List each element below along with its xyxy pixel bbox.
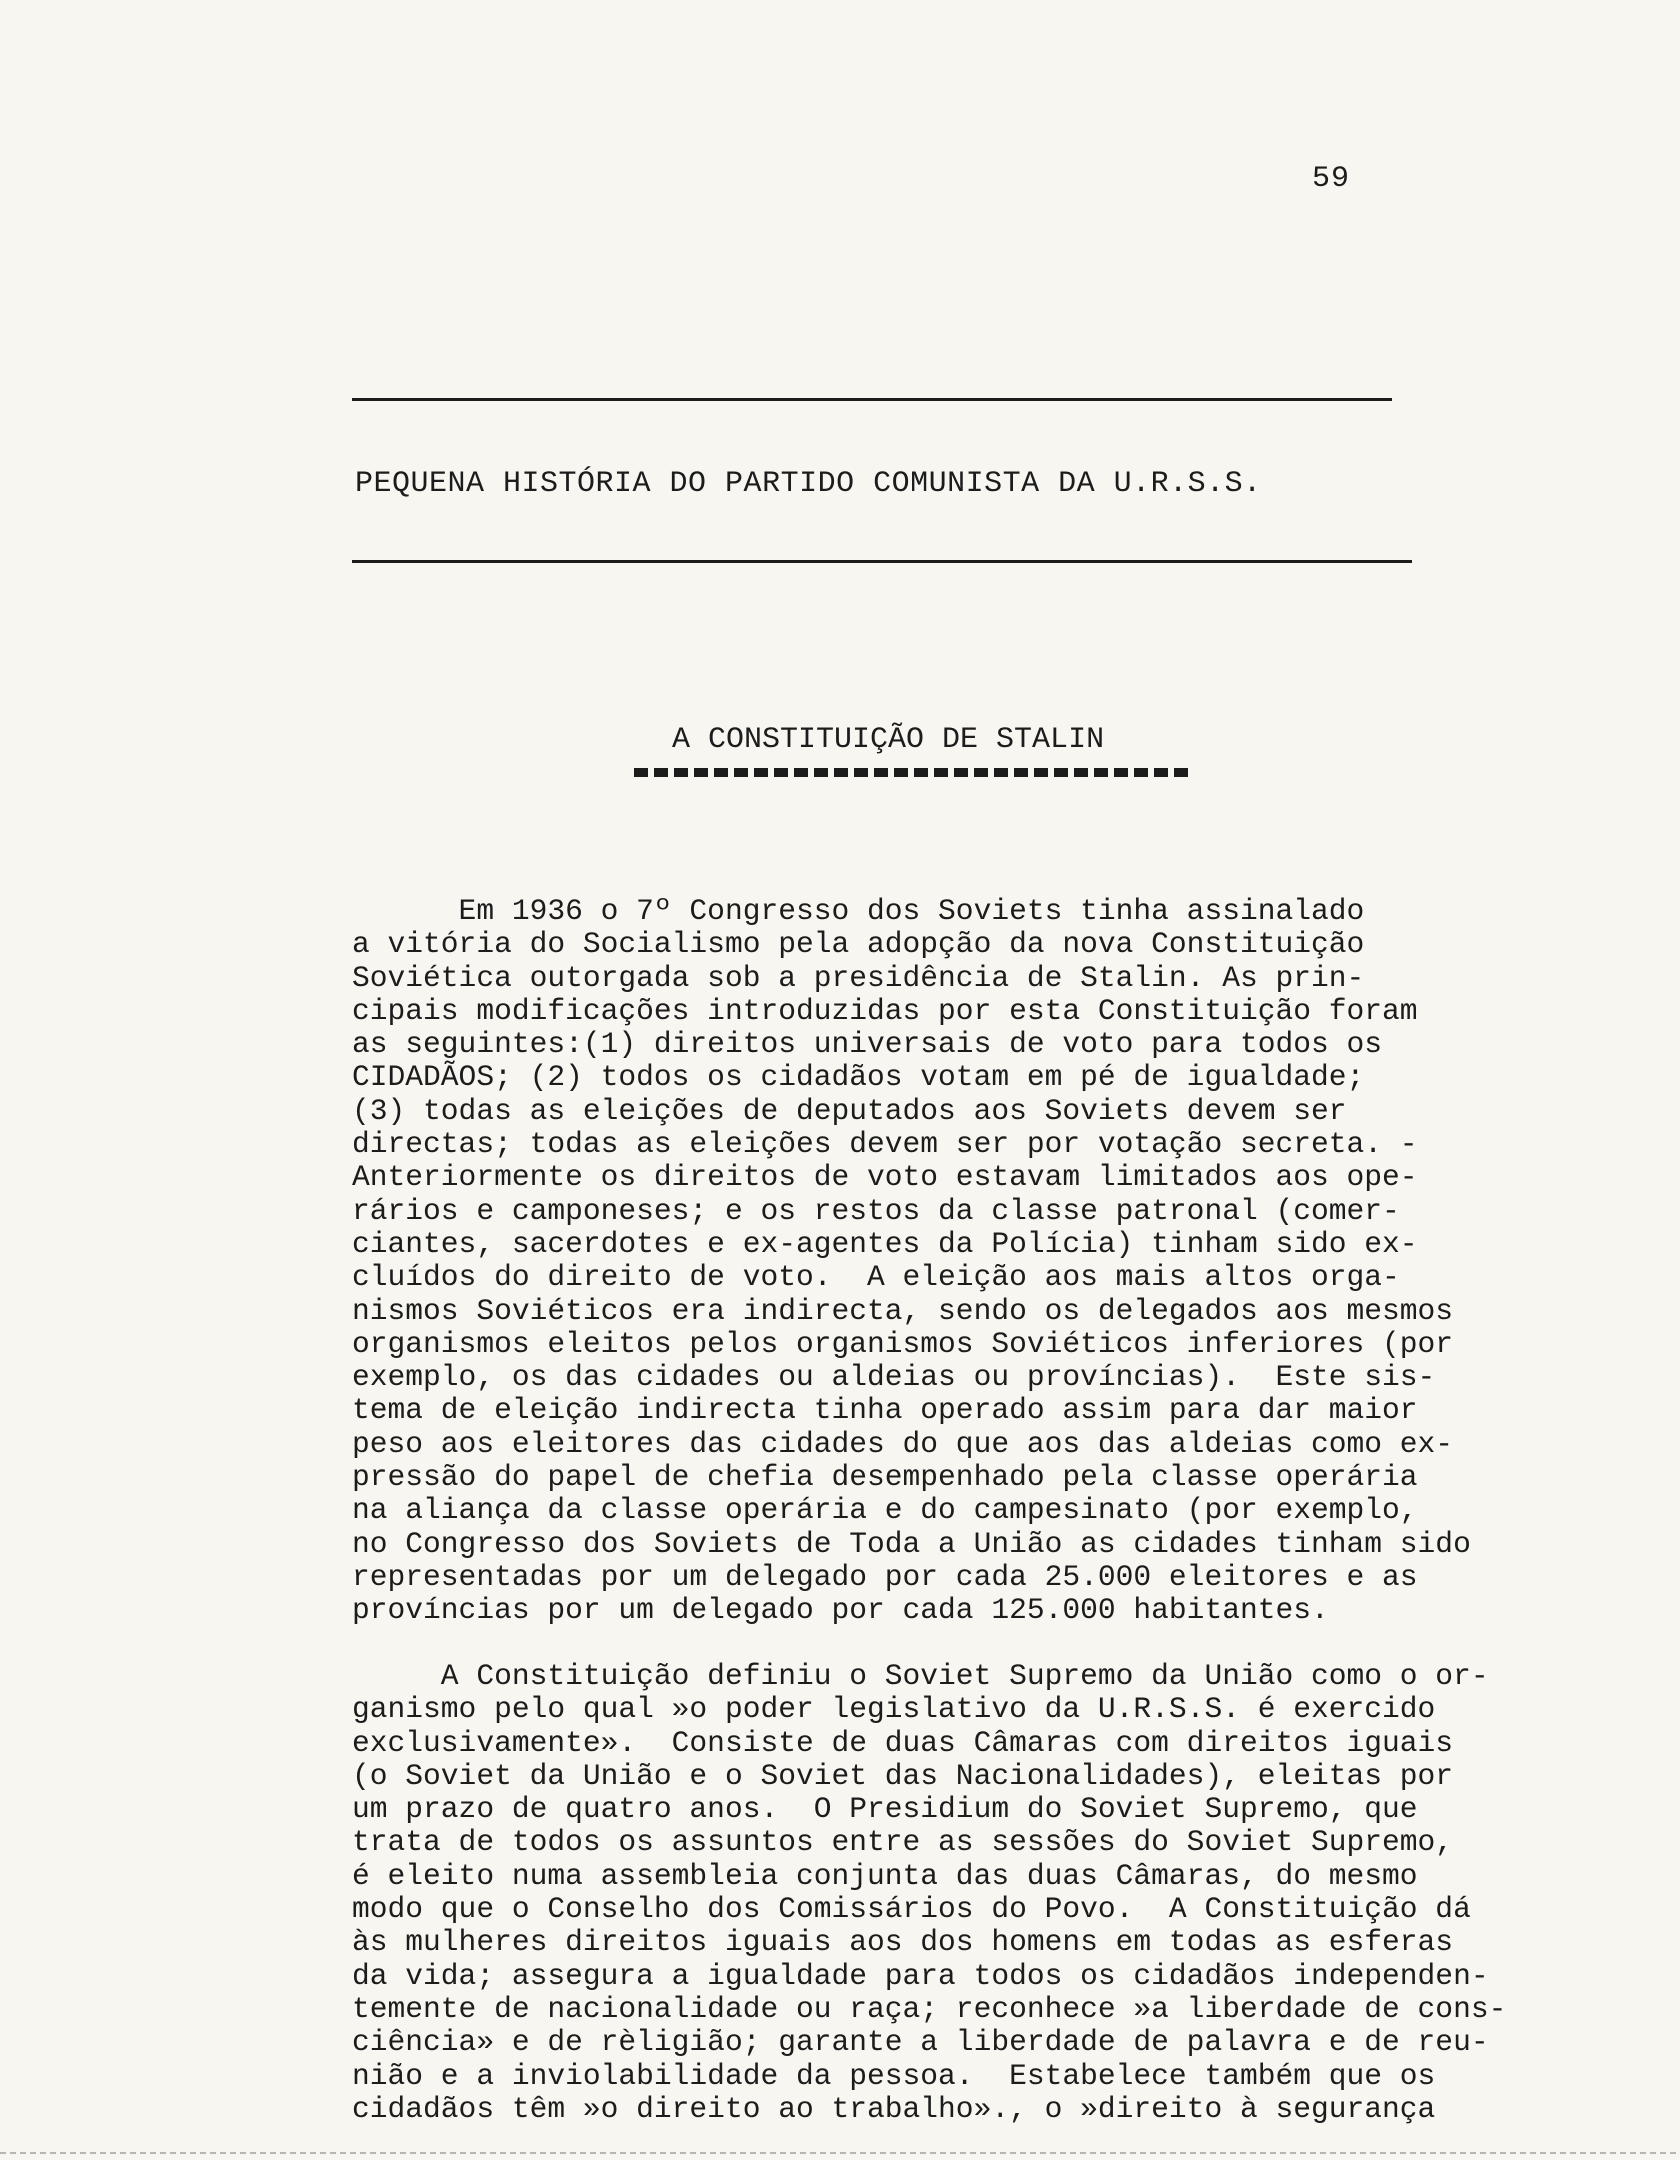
- text-line: representadas por um delegado por cada 25.000 eleitores e as: [352, 1559, 1418, 1594]
- text-line: províncias por um delegado por cada 125.000 habitantes.: [352, 1593, 1329, 1628]
- text-line: exemplo, os das cidades ou aldeias ou províncias). Este sis-: [352, 1360, 1436, 1395]
- text-line: no Congresso dos Soviets de Toda a União as cidades tinham sido: [352, 1526, 1471, 1561]
- text-line: A Constituição definiu o Soviet Supremo da União como o or-: [352, 1659, 1489, 1693]
- text-line: ciência» e de rèligião; garante a liberdade de palavra e de reu-: [352, 2025, 1489, 2060]
- text-line: organismos eleitos pelos organismos Soviéticos inferiores (por: [352, 1326, 1454, 1361]
- section-title: A CONSTITUIÇÃO DE STALIN: [672, 723, 1105, 757]
- text-line: cidadãos têm »o direito ao trabalho»., o »direito à segurança: [352, 2091, 1436, 2126]
- header-rule-top: [352, 398, 1392, 401]
- text-line: tema de eleição indirecta tinha operado assim para dar maior: [352, 1393, 1418, 1428]
- text-line: (o Soviet da União e o Soviet das Nacionalidades), eleitas por: [352, 1758, 1454, 1793]
- text-line: Em 1936 o 7º Congresso dos Soviets tinha assinalado: [352, 894, 1365, 928]
- text-line: um prazo de quatro anos. O Presidium do Soviet Supremo, que: [352, 1792, 1418, 1827]
- text-line: na aliança da classe operária e do campesinato (por exemplo,: [352, 1493, 1418, 1528]
- text-line: nismos Soviéticos era indirecta, sendo os delegados aos mesmos: [352, 1293, 1454, 1328]
- page-bottom-edge: [0, 2152, 1680, 2154]
- text-line: trata de todos os assuntos entre as sessões do Soviet Supremo,: [352, 1825, 1454, 1860]
- header-rule-bottom: [352, 560, 1412, 563]
- text-line: as seguintes:(1) direitos universais de voto para todos os: [352, 1027, 1383, 1062]
- text-line: (3) todas as eleições de deputados aos Soviets devem ser: [352, 1093, 1347, 1128]
- header-title: PEQUENA HISTÓRIA DO PARTIDO COMUNISTA DA U.R.S.S.: [355, 467, 1262, 501]
- text-line: da vida; assegura a igualdade para todos os cidadãos independen-: [352, 1958, 1489, 1993]
- text-line: cipais modificações introduzidas por esta Constituição foram: [352, 993, 1418, 1028]
- text-line: ganismo pelo qual »o poder legislativo da U.R.S.S. é exercido: [352, 1692, 1436, 1727]
- section-title-double-underline: [634, 768, 1192, 777]
- text-line: directas; todas as eleições devem ser por votação secreta. -: [352, 1127, 1418, 1162]
- text-line: exclusivamente». Consiste de duas Câmaras com direitos iguais: [352, 1725, 1454, 1760]
- text-line: pressão do papel de chefia desempenhado pela classe operária: [352, 1460, 1418, 1495]
- text-line: é eleito numa assembleia conjunta das duas Câmaras, do mesmo: [352, 1858, 1418, 1893]
- paragraph-1: [352, 895, 1652, 1628]
- text-line: ciantes, sacerdotes e ex-agentes da Polícia) tinham sido ex-: [352, 1226, 1418, 1261]
- text-line: peso aos eleitores das cidades do que aos das aldeias como ex-: [352, 1426, 1454, 1461]
- text-line: CIDADÃOS; (2) todos os cidadãos votam em pé de igualdade;: [352, 1060, 1365, 1095]
- text-line: Anteriormente os direitos de voto estavam limitados aos ope-: [352, 1160, 1418, 1195]
- paragraph-2: [352, 1660, 1652, 2126]
- text-line: cluídos do direito de voto. A eleição aos mais altos orga-: [352, 1260, 1400, 1295]
- text-line: rários e camponeses; e os restos da classe patronal (comer-: [352, 1193, 1400, 1228]
- text-line: modo que o Conselho dos Comissários do Povo. A Constituição dá: [352, 1892, 1471, 1927]
- text-line: às mulheres direitos iguais aos dos homens em todas as esferas: [352, 1925, 1454, 1960]
- text-line: a vitória do Socialismo pela adopção da nova Constituição: [352, 927, 1365, 962]
- text-line: Soviética outorgada sob a presidência de Stalin. As prin-: [352, 960, 1365, 995]
- text-line: nião e a inviolabilidade da pessoa. Estabelece também que os: [352, 2058, 1436, 2093]
- text-line: temente de nacionalidade ou raça; reconhece »a liberdade de cons-: [352, 1991, 1507, 2026]
- page-number: 59: [1312, 162, 1351, 196]
